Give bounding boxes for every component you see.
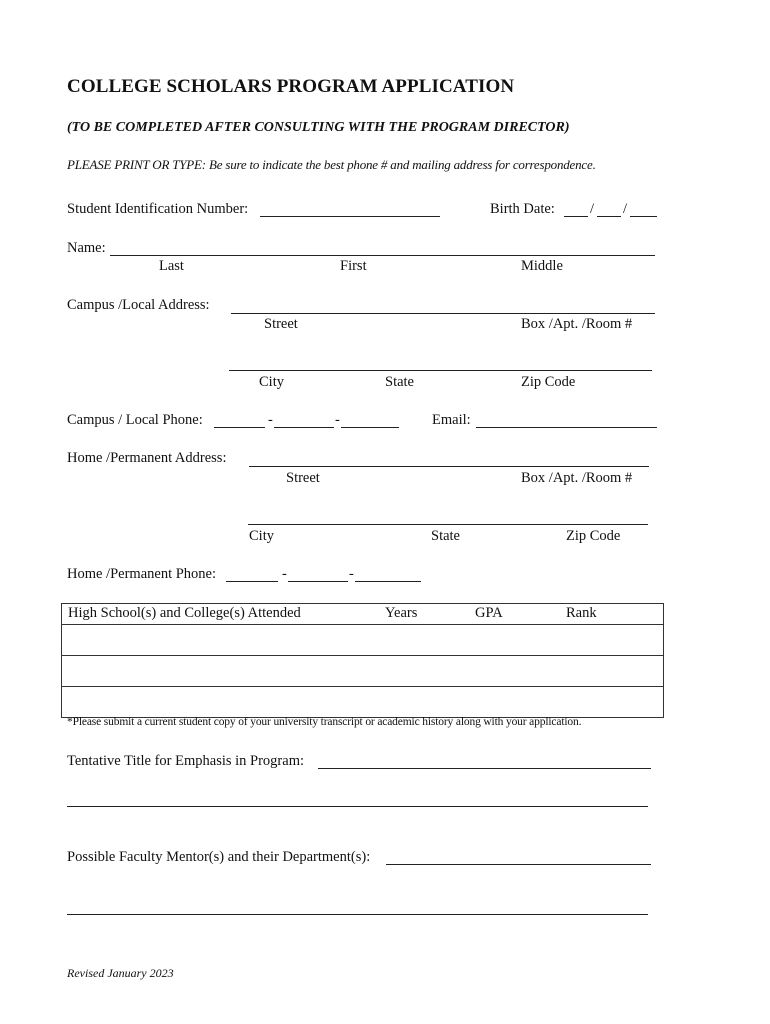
name-field[interactable] (110, 255, 655, 256)
email-field[interactable] (476, 427, 657, 428)
birth-year-field[interactable] (630, 216, 657, 217)
campus-phone-prefix-field[interactable] (274, 427, 334, 428)
campus-sub-zip: Zip Code (521, 374, 576, 390)
campus-phone-label: Campus / Local Phone: (67, 412, 203, 428)
faculty-mentor-field-continued[interactable] (67, 914, 648, 915)
phone-dash: - (282, 566, 287, 582)
header-schools-attended: High School(s) and College(s) Attended (68, 605, 301, 621)
table-row (62, 656, 664, 687)
student-id-field[interactable] (260, 216, 440, 217)
campus-sub-city: City (259, 374, 284, 390)
schools-table-header (62, 604, 664, 625)
name-sub-first: First (340, 258, 367, 274)
birth-day-field[interactable] (597, 216, 621, 217)
name-sub-last: Last (159, 258, 184, 274)
phone-dash: - (268, 412, 273, 428)
phone-dash: - (335, 412, 340, 428)
form-title: COLLEGE SCHOLARS PROGRAM APPLICATION (67, 76, 515, 97)
phone-dash: - (349, 566, 354, 582)
home-address-label: Home /Permanent Address: (67, 450, 227, 466)
name-sub-middle: Middle (521, 258, 563, 274)
form-instructions: PLEASE PRINT OR TYPE: Be sure to indicate the best phone # and mailing address for correspondence. (67, 157, 596, 172)
campus-phone-line-field[interactable] (341, 427, 399, 428)
birth-date-separator: / (590, 201, 595, 217)
email-label: Email: (432, 412, 471, 428)
home-phone-area-field[interactable] (226, 581, 278, 582)
home-street-field[interactable] (249, 466, 649, 467)
campus-sub-box: Box /Apt. /Room # (521, 316, 633, 332)
birth-date-separator: / (623, 201, 628, 217)
header-years: Years (385, 605, 418, 621)
form-subtitle: (TO BE COMPLETED AFTER CONSULTING WITH THE PROGRAM DIRECTOR) (67, 120, 570, 135)
transcript-note: *Please submit a current student copy of your university transcript or academic history along with your application. (67, 716, 582, 728)
home-sub-zip: Zip Code (566, 528, 621, 544)
table-row-input[interactable] (62, 687, 664, 718)
table-row-input[interactable] (62, 656, 664, 687)
header-gpa: GPA (475, 605, 503, 621)
home-sub-city: City (249, 528, 274, 544)
table-row (62, 687, 664, 718)
home-phone-prefix-field[interactable] (288, 581, 348, 582)
campus-phone-area-field[interactable] (214, 427, 265, 428)
campus-city-field[interactable] (229, 370, 652, 371)
emphasis-title-label: Tentative Title for Emphasis in Program: (67, 753, 305, 769)
table-row (62, 625, 664, 656)
schools-table (61, 603, 664, 718)
faculty-mentor-label: Possible Faculty Mentor(s) and their Department(s): (67, 849, 371, 865)
campus-sub-state: State (385, 374, 414, 390)
home-phone-label: Home /Permanent Phone: (67, 566, 217, 582)
home-phone-line-field[interactable] (355, 581, 421, 582)
header-rank: Rank (566, 605, 597, 621)
table-row-input[interactable] (62, 625, 664, 656)
home-sub-state: State (431, 528, 460, 544)
campus-street-field[interactable] (231, 313, 655, 314)
revision-footer: Revised January 2023 (67, 966, 174, 980)
emphasis-title-field[interactable] (318, 768, 651, 769)
campus-address-label: Campus /Local Address: (67, 297, 210, 313)
home-sub-street: Street (286, 470, 320, 486)
student-id-label: Student Identification Number: (67, 201, 249, 217)
birth-month-field[interactable] (564, 216, 588, 217)
emphasis-title-field-continued[interactable] (67, 806, 648, 807)
home-sub-box: Box /Apt. /Room # (521, 470, 633, 486)
home-city-field[interactable] (248, 524, 648, 525)
name-label: Name: (67, 240, 106, 256)
birth-date-label: Birth Date: (490, 201, 555, 217)
campus-sub-street: Street (264, 316, 298, 332)
faculty-mentor-field[interactable] (386, 864, 651, 865)
